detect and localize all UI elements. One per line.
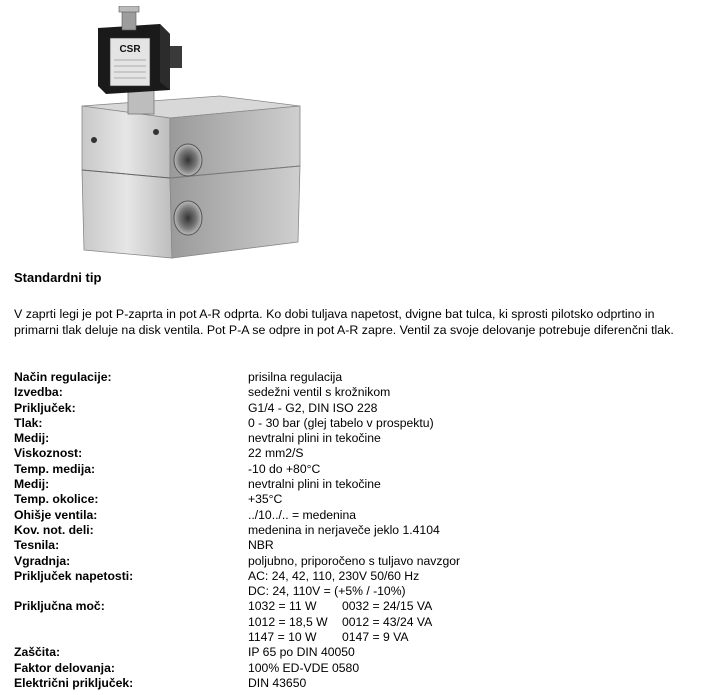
spec-row-valve-body: Ohišje ventila: ../10../.. = medenina (14, 507, 357, 522)
spec-row-internal-parts: Kov. not. deli: medenina in nerjaveče jeklo 1.4104 (14, 522, 440, 537)
spec-row-electrical-connection: Električni priključek: DIN 43650 (14, 675, 307, 690)
description-paragraph: V zaprti legi je pot P-zaprta in pot A-R odprta. Ko dobi tuljava napetost, dvigne bat tulca, ki sprosti pilotsko odprtino in primarni tlak deluje na disk ventila. Pot P-A se odpre in pot A-R zapre. Ventil za svoje delovanje potrebuje diferenčni tlak. (14, 307, 674, 337)
connector-label: CSR (119, 44, 141, 55)
spec-row-medium: Medij: nevtralni plini in tekočine (14, 431, 381, 446)
spec-row-medium-temp: Temp. medija: -10 do +80°C (14, 461, 321, 476)
spec-row-seals: Tesnila: NBR (14, 538, 274, 553)
power-row: 1032 = 11 W 0032 = 24/15 VA (248, 599, 433, 614)
spec-table (14, 370, 694, 691)
spec-row-medium-2: Medij: nevtralni plini in tekočine (14, 477, 381, 492)
spec-row-connection: Priključek: G1/4 - G2, DIN ISO 228 (14, 400, 378, 415)
power-row: 1147 = 10 W 0147 = 9 VA (248, 630, 409, 645)
spec-row-installation: Vgradnja: poljubno, priporočeno s tuljavo navzgor (14, 553, 461, 568)
section-heading: Standardni tip (14, 270, 102, 285)
product-photo (60, 6, 480, 264)
voltage-ac: AC: 24, 42, 110, 230V 50/60 Hz (248, 568, 420, 583)
spec-row-duty-factor: Faktor delovanja: 100% ED-VDE 0580 (14, 660, 360, 675)
power-row: 1012 = 18,5 W 0012 = 43/24 VA (248, 614, 433, 629)
spec-row-regulation: Način regulacije: prisilna regulacija (14, 370, 343, 384)
spec-row-power: Priključna moč: 1032 = 11 W 0032 = 24/15 VA 1012 = 18,5 W 0012 = 43/24 VA 1147 = 10 W 0147 = 9 VA (14, 599, 694, 645)
voltage-dc: DC: 24, 110V = (+5% / -10%) (248, 584, 406, 599)
spec-row-voltage: Priključek napetosti: AC: 24, 42, 110, 230V 50/60 Hz DC: 24, 110V = (+5% / -10%) (14, 569, 694, 600)
spec-row-protection: Zaščita: IP 65 po DIN 40050 (14, 645, 355, 660)
spec-row-design: Izvedba: sedežni ventil s krožnikom (14, 385, 391, 400)
spec-row-viscosity: Viskoznost: 22 mm2/S (14, 446, 304, 461)
spec-row-pressure: Tlak: 0 - 30 bar (glej tabelo v prospektu) (14, 415, 434, 430)
spec-row-ambient-temp: Temp. okolice: +35°C (14, 492, 283, 507)
